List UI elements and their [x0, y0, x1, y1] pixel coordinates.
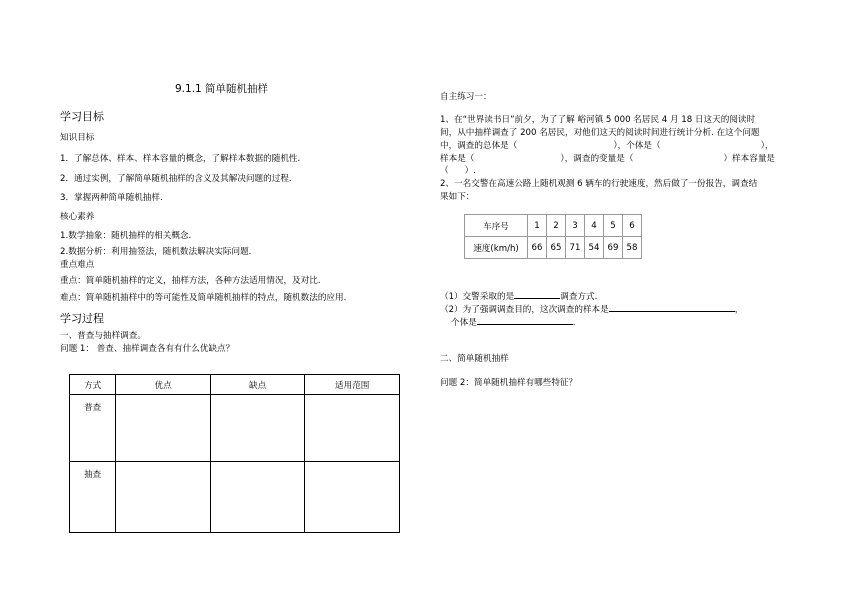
speed-cell: 66 — [528, 237, 547, 259]
text: 样本是（ — [440, 154, 475, 164]
car-id-cell: 4 — [585, 215, 604, 237]
sub-question-2 — [440, 302, 743, 315]
question-2: 问题 2：简单随机抽样有哪些特征？ — [440, 378, 578, 388]
problem-1-line-3 — [440, 139, 774, 151]
speed-cell: 58 — [623, 237, 642, 259]
core-2: 2.数据分析：利用抽签法，随机数法解决实际问题. — [60, 247, 252, 257]
row-label-car-id: 车序号 — [465, 215, 528, 237]
survey-comparison-table — [69, 374, 400, 533]
car-id-cell: 3 — [566, 215, 585, 237]
empty-cell — [305, 395, 400, 462]
goal-2: 2．通过实例，了解简单随机抽样的含义及其解决问题的过程. — [60, 174, 292, 184]
text: . — [572, 318, 576, 328]
practice-heading: 自主练习一： — [440, 92, 492, 102]
empty-cell — [305, 462, 400, 533]
table-row — [465, 237, 642, 259]
speed-cell: 54 — [585, 237, 604, 259]
subheading-core: 核心素养 — [60, 212, 95, 222]
text: （1）交警采取的是 — [440, 292, 515, 302]
sub-question-1 — [440, 289, 597, 302]
text: ）. — [464, 166, 476, 176]
sub-question-3 — [451, 315, 576, 328]
empty-cell — [116, 462, 211, 533]
goal-1: 1．了解总体、样本、样本容量的概念，了解样本数据的随机性. — [60, 154, 301, 164]
page-title: 9.1.1 简单随机抽样 — [175, 83, 269, 95]
row-label-speed: 速度(km/h) — [465, 237, 528, 259]
problem-1-line-5 — [440, 164, 476, 176]
table-row — [70, 395, 400, 462]
row-label-sampling: 抽查 — [70, 462, 116, 533]
car-id-cell: 6 — [623, 215, 642, 237]
question-1: 问题 1： 普查、抽样调查各有有什么优缺点？ — [60, 344, 235, 354]
text: （2）为了强调调查目的，这次调查的样本是 — [440, 305, 609, 315]
text: ）样本容量是 — [723, 154, 776, 164]
goal-3: 3．掌握两种简单随机抽样. — [60, 193, 163, 203]
empty-cell — [210, 462, 305, 533]
empty-cell — [210, 395, 305, 462]
row-label-census: 普查 — [70, 395, 116, 462]
text: ， — [734, 305, 744, 315]
key-point: 重点：简单随机抽样的定义，抽样方法，各种方法适用情况，及对比. — [60, 276, 321, 286]
section-heading-process: 学习过程 — [60, 312, 104, 325]
table-row — [70, 462, 400, 533]
part-1-heading: 一、普查与抽样调查。 — [60, 331, 146, 341]
difficult-point: 难点：简单随机抽样中的等可能性及简单随机抽样的特点，随机数法的应用. — [60, 293, 347, 303]
car-id-cell: 2 — [547, 215, 566, 237]
part-2-heading: 二、简单随机抽样 — [440, 354, 509, 364]
text: ）， — [760, 141, 774, 151]
speed-table — [464, 214, 642, 259]
text: ），调查的变量是（ — [560, 154, 634, 164]
text: 调查方式. — [560, 292, 598, 302]
table-header: 缺点 — [210, 375, 305, 395]
blank-line — [514, 289, 560, 299]
text: （ — [440, 166, 449, 176]
blank-line — [477, 315, 573, 325]
table-header: 优点 — [116, 375, 211, 395]
subheading-knowledge: 知识目标 — [60, 133, 95, 143]
problem-2-line-1: 2、一名交警在高速公路上随机观测 6 辆车的行驶速度，然后做了一份报告，调查结 — [440, 179, 758, 189]
subheading-key-difficult: 重点难点 — [60, 260, 95, 270]
text: 个体是 — [451, 318, 477, 328]
text: 中，调查的总体是（ — [440, 141, 518, 151]
core-1: 1.数学抽象：随机抽样的相关概念. — [60, 231, 192, 241]
problem-1-line-2: 间，从中抽样调查了 200 名居民，对他们这天的阅读时间进行统计分析. 在这个问题 — [440, 128, 760, 138]
text: ），个体是（ — [613, 141, 661, 151]
table-row — [465, 215, 642, 237]
car-id-cell: 1 — [528, 215, 547, 237]
car-id-cell: 5 — [604, 215, 623, 237]
problem-1-line-1: 1、在“世界读书日”前夕，为了了解 峪河镇 5 000 名居民 4 月 18 日这天的阅读时 — [440, 115, 756, 125]
speed-cell: 71 — [566, 237, 585, 259]
speed-cell: 69 — [604, 237, 623, 259]
empty-cell — [116, 395, 211, 462]
section-heading-goals: 学习目标 — [60, 110, 104, 123]
problem-1-line-4 — [440, 152, 775, 164]
table-header: 适用范围 — [305, 375, 400, 395]
blank-line — [609, 302, 735, 312]
problem-2-line-2: 果如下： — [440, 192, 475, 202]
table-header: 方式 — [70, 375, 116, 395]
speed-cell: 65 — [547, 237, 566, 259]
